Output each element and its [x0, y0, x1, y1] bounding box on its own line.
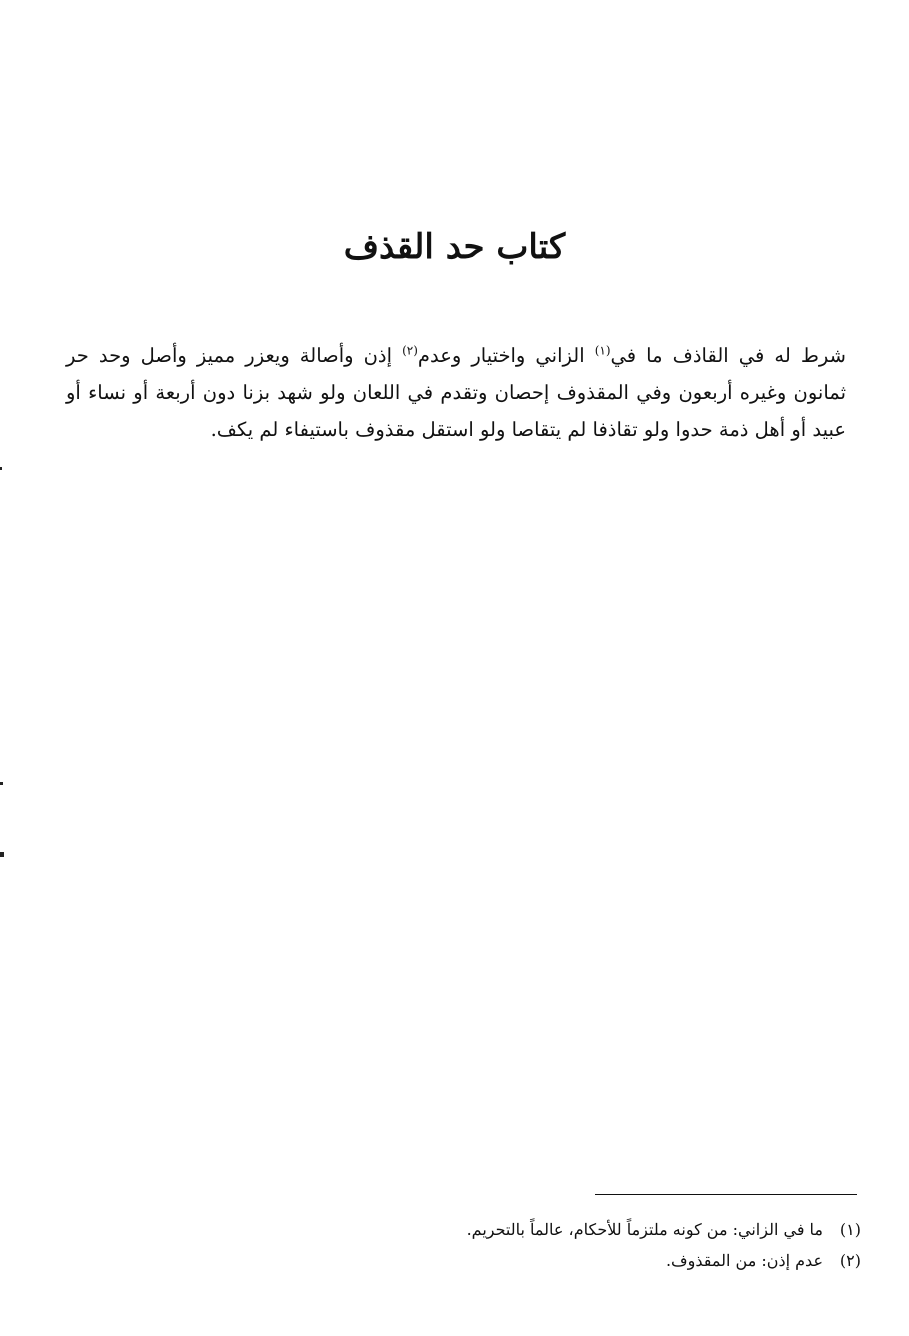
chapter-title: كتاب حد القذف	[343, 227, 566, 267]
footnote-item	[161, 1245, 861, 1276]
footnotes-list	[161, 1214, 861, 1276]
body-text-segment: شرط له في القاذف ما في	[610, 344, 846, 367]
footnote-number: (٢)	[839, 1251, 861, 1270]
scan-edge-mark	[0, 467, 2, 470]
body-text-segment: إذن وأصالة ويعزر مميز وأصل وحد حر ثمانون وغيره أربعون وفي المقذوف إحصان وتقدم في اللعان ولو شهد بزنا دون أربعة أو نساء أو عبيد أو أهل ذمة حدوا ولو تقاذفا لم يتقاصا ولو استقل مقذوف باستيفاء لم يكف.	[66, 344, 846, 441]
body-paragraph	[66, 337, 846, 448]
footnote-text: ما في الزاني: من كونه ملتزماً للأحكام، عالماً بالتحريم.	[466, 1220, 823, 1239]
footnote-item	[161, 1214, 861, 1245]
footnote-separator	[595, 1194, 857, 1195]
footnote-reference-1: (١)	[594, 343, 611, 358]
footnote-number: (١)	[839, 1220, 861, 1239]
body-text-segment: الزاني واختيار وعدم	[417, 344, 595, 367]
footnote-text: عدم إذن: من المقذوف.	[665, 1251, 823, 1270]
scan-edge-mark	[0, 782, 3, 785]
scan-edge-mark	[0, 852, 4, 857]
footnote-reference-2: (٢)	[402, 343, 418, 358]
